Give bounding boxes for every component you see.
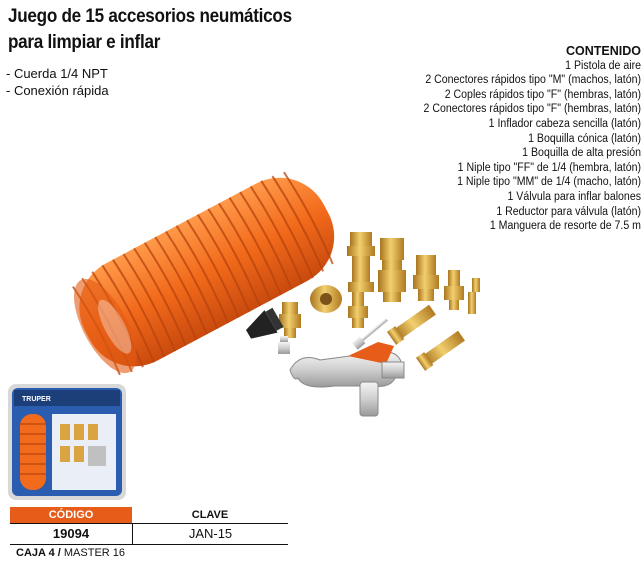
contents-item: 2 Conectores rápidos tipo "F" (hembras, latón) [423, 103, 641, 116]
contents-item: 1 Inflador cabeza sencilla (latón) [488, 117, 641, 130]
contents-item: 1 Boquilla cónica (latón) [528, 132, 641, 145]
caja-label: CAJA 4 / [16, 547, 61, 559]
header-key: CLAVE [191, 509, 229, 521]
contents-item: 1 Boquilla de alta presión [522, 147, 641, 160]
table-header [10, 507, 288, 523]
package-brand: TRUPER [22, 396, 51, 403]
contents-item: 1 Niple tipo "FF" de 1/4 (hembra, latón) [457, 161, 641, 174]
master-label: MASTER 16 [63, 547, 126, 559]
table-row [10, 523, 288, 545]
contents-item: 2 Conectores rápidos tipo "M" (machos, latón) [425, 74, 641, 87]
title-line-1: Juego de 15 accesorios neumáticos [8, 6, 292, 27]
contents-item: 1 Niple tipo "MM" de 1/4 (macho, latón) [457, 176, 641, 189]
contents-heading: CONTENIDO [566, 44, 641, 58]
features-list [6, 65, 109, 99]
header-code: CÓDIGO [10, 507, 132, 523]
coiled-hose [60, 160, 352, 385]
code-value: 19094 [52, 526, 90, 541]
title-line-2: para limpiar e inflar [8, 32, 161, 53]
product-code-table [10, 507, 288, 545]
feature-quick-connect: - Conexión rápida [6, 83, 109, 98]
air-gun [290, 342, 404, 416]
product-image [60, 160, 480, 420]
feature-thread: - Cuerda 1/4 NPT [6, 66, 108, 81]
product-title [8, 4, 305, 56]
contents-item: 1 Pistola de aire [565, 59, 641, 72]
key-value: JAN-15 [132, 524, 288, 544]
contents-item: 1 Válvula para inflar balones [507, 190, 641, 203]
packaging-info [16, 547, 125, 559]
package-image [8, 384, 126, 500]
contents-item: 2 Coples rápidos tipo "F" (hembras, latón) [444, 88, 641, 101]
contents-item: 1 Reductor para válvula (latón) [496, 205, 641, 218]
contents-item: 1 Manguera de resorte de 7.5 m [489, 220, 641, 233]
